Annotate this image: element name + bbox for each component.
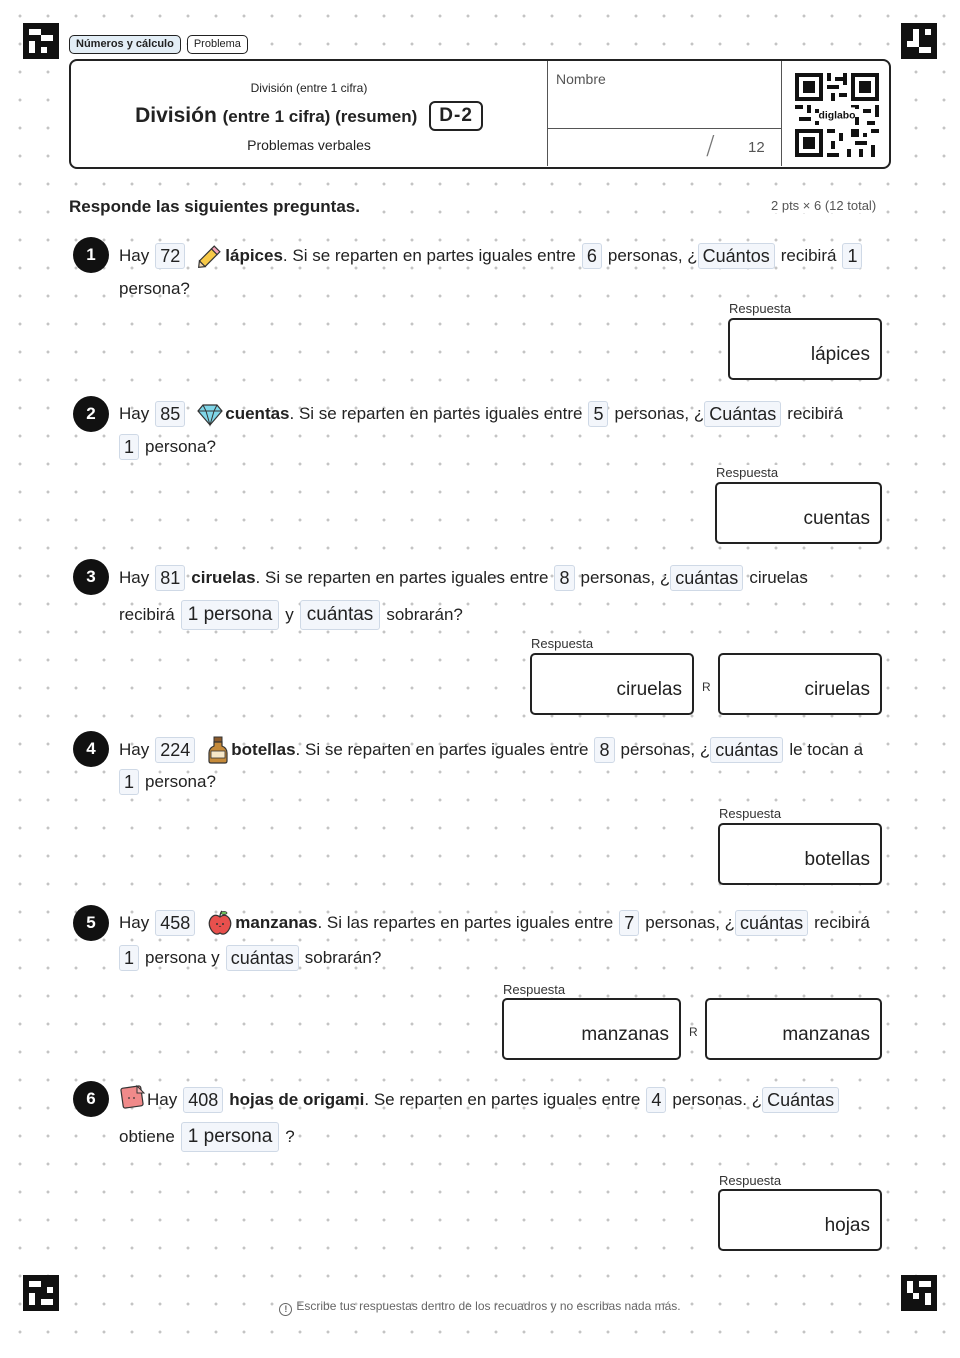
question-3-line-1: Hay 81 ciruelas . Si se reparten en partes iguales entre 8 personas, ¿ cuántas ciruelas: [119, 565, 808, 591]
people-chip: 8: [554, 565, 574, 591]
question-1-line-1: Hay 72 lápices . Si se reparten en partes iguales entre 6 personas, ¿ Cuántos recibirá 1: [119, 243, 868, 269]
name-field[interactable]: [547, 61, 781, 129]
worksheet-topic: Problemas verbales: [247, 137, 371, 153]
people-chip: 4: [646, 1087, 666, 1113]
question-6-line-1: Hay 408 hojas de origami . Se reparten en partes iguales entre 4 personas. ¿ Cuántas: [147, 1087, 845, 1113]
origami-paper-icon: [119, 1083, 147, 1111]
qr-code-area: [781, 61, 891, 166]
tag-type: Problema: [187, 35, 248, 54]
question-6-line-2: obtiene 1 persona ?: [119, 1122, 295, 1152]
answer-label: Respuesta: [719, 806, 782, 821]
footer-note: [0, 1299, 960, 1316]
one-person-chip: 1 persona: [181, 600, 280, 630]
question-4-line-2: 1 persona?: [119, 769, 216, 795]
question-2-line-1: Hay 85 cuentas . Si se reparten en partes iguales entre 5 personas, ¿ Cuántas recibirá: [119, 401, 843, 427]
answer-box-4[interactable]: [718, 823, 882, 885]
item-name: hojas de origami: [229, 1090, 365, 1109]
answer-box-3-remainder[interactable]: [718, 653, 882, 715]
quantity-chip: 85: [155, 401, 185, 427]
bottle-icon: [207, 736, 229, 764]
question-5-line-2: 1 persona y cuántas sobrarán?: [119, 945, 381, 971]
answer-unit: cuentas: [803, 508, 870, 529]
one-chip: 1: [842, 243, 862, 269]
answer-unit: ciruelas: [616, 679, 682, 700]
answer-box-1[interactable]: [728, 318, 882, 380]
tag-row: [69, 35, 248, 54]
item-name: ciruelas: [191, 568, 256, 587]
one-chip: 1: [119, 945, 139, 971]
worksheet-header: [69, 59, 891, 169]
question-4-line-1: Hay 224 botellas . Si se reparten en partes iguales entre 8 personas, ¿ cuántas le tocan a: [119, 736, 863, 764]
people-chip: 6: [582, 243, 602, 269]
one-chip: 1: [119, 769, 139, 795]
corner-marker-top-left: [23, 23, 59, 59]
how-many-remain-chip: cuántas: [226, 945, 299, 971]
how-many-remain-chip: cuántas: [300, 600, 381, 630]
quantity-chip: 408: [183, 1087, 223, 1113]
question-2-line-2: 1 persona?: [119, 434, 216, 460]
answer-box-2[interactable]: [715, 482, 882, 544]
question-number-4: 4: [73, 731, 109, 767]
answer-box-5-quotient[interactable]: [502, 998, 681, 1060]
worksheet-subtitle: División (entre 1 cifra): [250, 81, 368, 95]
title-main: División: [135, 104, 217, 127]
remainder-label: R: [689, 1025, 698, 1039]
answer-label: Respuesta: [503, 982, 566, 997]
answer-unit: manzanas: [581, 1024, 669, 1045]
question-3-line-2: recibirá 1 persona y cuántas sobrarán?: [119, 600, 463, 630]
question-number-6: 6: [73, 1081, 109, 1117]
footer-text: Escribe tus respuestas dentro de los recuadros y no escribas nada más.: [296, 1299, 681, 1313]
how-many-chip: Cuántas: [762, 1087, 839, 1113]
people-chip: 5: [588, 401, 608, 427]
how-many-chip: cuántas: [735, 910, 808, 936]
answer-unit: hojas: [824, 1215, 870, 1236]
name-label: Nombre: [556, 71, 606, 87]
title-rest: (entre 1 cifra) (resumen): [222, 107, 418, 126]
how-many-chip: cuántas: [710, 737, 783, 763]
answer-box-5-remainder[interactable]: [705, 998, 882, 1060]
people-chip: 7: [619, 910, 639, 936]
item-name: cuentas: [225, 404, 290, 423]
item-name: botellas: [231, 740, 296, 759]
question-1-line-2: persona?: [119, 279, 190, 298]
answer-unit: manzanas: [782, 1024, 870, 1045]
gem-icon: [197, 401, 223, 427]
answer-unit: ciruelas: [804, 679, 870, 700]
remainder-label: R: [702, 680, 711, 694]
question-number-1: 1: [73, 237, 109, 273]
tag-category: Números y cálculo: [69, 35, 181, 54]
worksheet-code: D-2: [429, 101, 483, 131]
how-many-chip: Cuántas: [704, 401, 781, 427]
question-number-2: 2: [73, 396, 109, 432]
answer-label: Respuesta: [531, 636, 594, 651]
quantity-chip: 81: [155, 565, 185, 591]
qr-code-icon: [795, 73, 879, 157]
score-slash: /: [706, 131, 715, 161]
how-many-chip: cuántas: [670, 565, 743, 591]
qr-caption: diglabo: [818, 110, 856, 122]
question-number-5: 5: [73, 905, 109, 941]
answer-box-6[interactable]: [718, 1189, 882, 1251]
people-chip: 8: [594, 737, 614, 763]
quantity-chip: 224: [155, 737, 195, 763]
answer-unit: lápices: [810, 344, 870, 365]
score-total: 12: [748, 139, 765, 156]
question-number-3: 3: [73, 559, 109, 595]
corner-marker-top-right: [901, 23, 937, 59]
info-icon: !: [279, 1303, 292, 1316]
item-name: lápices: [225, 246, 283, 265]
worksheet-title: [71, 101, 547, 131]
quantity-chip: 72: [155, 243, 185, 269]
title-area: [71, 61, 547, 166]
pencil-icon: [197, 243, 223, 269]
answer-label: Respuesta: [716, 465, 779, 480]
item-name: manzanas: [235, 913, 318, 932]
answer-unit: botellas: [804, 849, 870, 870]
instructions: Responde las siguientes preguntas.: [69, 197, 360, 216]
quantity-chip: 458: [155, 910, 195, 936]
question-5-line-1: Hay 458 manzanas . Si las repartes en partes iguales entre 7 personas, ¿ cuántas recibirá: [119, 910, 870, 936]
answer-label: Respuesta: [719, 1173, 782, 1188]
one-person-chip: 1 persona: [181, 1122, 280, 1152]
answer-label: Respuesta: [729, 301, 792, 316]
answer-box-3-quotient[interactable]: [530, 653, 694, 715]
points-summary: 2 pts × 6 (12 total): [771, 198, 877, 213]
apple-icon: [207, 910, 233, 936]
how-many-chip: Cuántos: [698, 243, 775, 269]
score-field[interactable]: [547, 129, 781, 166]
one-chip: 1: [119, 434, 139, 460]
